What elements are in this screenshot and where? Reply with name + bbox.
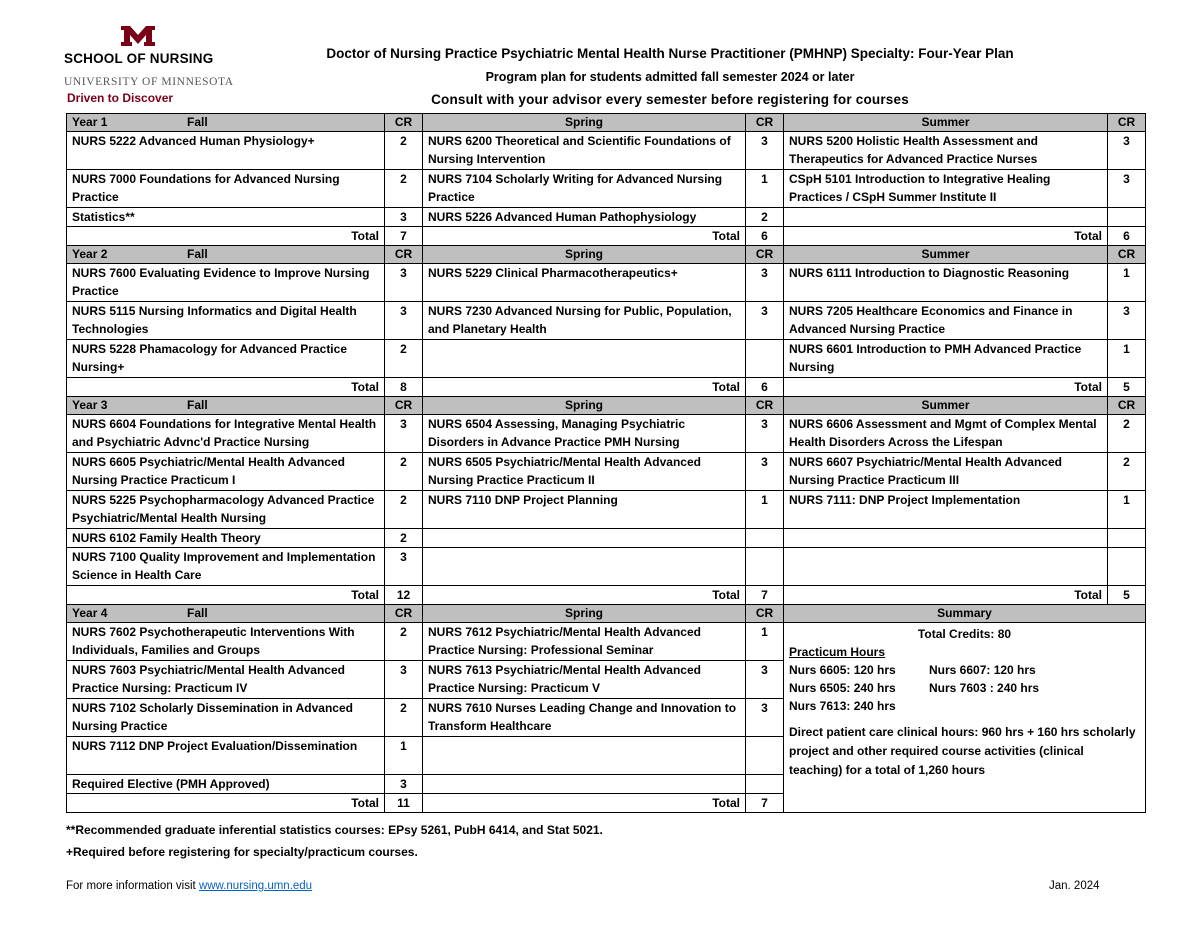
course-name: NURS 7230 Advanced Nursing for Public, Population, and Planetary Health	[423, 302, 746, 340]
credit-value	[746, 340, 784, 378]
cr-header: CR	[385, 246, 423, 264]
university-logo	[64, 26, 234, 108]
total-label: Total	[784, 227, 1108, 246]
table-row	[67, 491, 1146, 529]
course-name	[784, 208, 1108, 227]
course-name: NURS 7104 Scholarly Writing for Advanced Nursing Practice	[423, 170, 746, 208]
credit-value	[746, 548, 784, 586]
credit-value: 3	[385, 548, 423, 586]
total-credits-value: 6	[1108, 227, 1146, 246]
year-label: Year 1	[72, 115, 108, 129]
total-credits-value: 6	[746, 227, 784, 246]
total-label: Total	[423, 227, 746, 246]
cr-header: CR	[1108, 246, 1146, 264]
course-name: NURS 7610 Nurses Leading Change and Innovation to Transform Healthcare	[423, 699, 746, 737]
course-name: Statistics**	[67, 208, 385, 227]
m-logo-icon	[119, 26, 157, 46]
credit-value: 3	[385, 415, 423, 453]
course-name	[784, 548, 1108, 586]
table-row	[67, 548, 1146, 586]
credit-value: 1	[746, 491, 784, 529]
total-credits-value: 7	[746, 794, 784, 813]
course-name: NURS 6102 Family Health Theory	[67, 529, 385, 548]
course-name: NURS 7205 Healthcare Economics and Finance in Advanced Nursing Practice	[784, 302, 1108, 340]
credit-value: 3	[746, 699, 784, 737]
table-row	[67, 340, 1146, 378]
total-label: Total	[423, 586, 746, 605]
course-name: NURS 5229 Clinical Pharmacotherapeutics+	[423, 264, 746, 302]
credit-value: 3	[385, 208, 423, 227]
cr-header: CR	[385, 114, 423, 132]
credit-value: 3	[385, 264, 423, 302]
table-row	[67, 415, 1146, 453]
course-name: NURS 6505 Psychiatric/Mental Health Advanced Nursing Practice Practicum II	[423, 453, 746, 491]
course-name: NURS 6200 Theoretical and Scientific Foundations of Nursing Intervention	[423, 132, 746, 170]
total-label: Total	[67, 586, 385, 605]
total-credits-value: 11	[385, 794, 423, 813]
credit-value: 1	[385, 737, 423, 775]
credit-value: 2	[385, 529, 423, 548]
course-name: NURS 7612 Psychiatric/Mental Health Advanced Practice Nursing: Professional Seminar	[423, 623, 746, 661]
direct-care-hours: Direct patient care clinical hours: 960 hrs + 160 hrs scholarly project and other required course activities (clinical teaching) for a total of 1,260 hours	[789, 725, 1136, 777]
logo-school-text: SCHOOL OF NURSING	[64, 51, 214, 66]
credit-value: 3	[746, 415, 784, 453]
credit-value: 3	[1108, 302, 1146, 340]
course-name: NURS 6605 Psychiatric/Mental Health Advanced Nursing Practice Practicum I	[67, 453, 385, 491]
course-name: NURS 6504 Assessing, Managing Psychiatric Disorders in Advance Practice PMH Nursing	[423, 415, 746, 453]
total-label: Total	[784, 586, 1108, 605]
year-2-fall-header	[67, 246, 385, 264]
course-name: NURS 6606 Assessment and Mgmt of Complex Mental Health Disorders Across the Lifespan	[784, 415, 1108, 453]
course-name	[423, 340, 746, 378]
page-title: Doctor of Nursing Practice Psychiatric Mental Health Nurse Practitioner (PMHNP) Specialty: Four-Year Plan	[326, 46, 1014, 61]
cr-header: CR	[746, 397, 784, 415]
total-credits-value: 7	[385, 227, 423, 246]
year-3-fall-header	[67, 397, 385, 415]
practicum-hours-item: Nurs 7603 : 240 hrs	[929, 681, 1040, 695]
term-label-fall: Fall	[187, 115, 208, 129]
total-label: Total	[67, 227, 385, 246]
totals-row	[67, 586, 1146, 605]
year-1-fall-header	[67, 114, 385, 132]
term-label-summer: Summer	[784, 246, 1108, 264]
credit-value: 2	[385, 340, 423, 378]
table-row	[67, 208, 1146, 227]
term-label-spring: Spring	[423, 114, 746, 132]
cr-header: CR	[1108, 114, 1146, 132]
cr-header: CR	[385, 397, 423, 415]
credit-value: 1	[1108, 264, 1146, 302]
term-label-summer: Summer	[784, 114, 1108, 132]
credit-value	[746, 775, 784, 794]
totals-row	[67, 378, 1146, 397]
course-name	[423, 548, 746, 586]
table-row	[67, 453, 1146, 491]
course-name	[784, 529, 1108, 548]
total-label: Total	[67, 794, 385, 813]
year-label: Year 3	[72, 398, 108, 412]
plan-table	[66, 113, 1146, 813]
total-label: Total	[67, 378, 385, 397]
course-name: NURS 5222 Advanced Human Physiology+	[67, 132, 385, 170]
course-name: NURS 7600 Evaluating Evidence to Improve Nursing Practice	[67, 264, 385, 302]
term-label-spring: Spring	[423, 246, 746, 264]
course-name: NURS 7000 Foundations for Advanced Nursing Practice	[67, 170, 385, 208]
total-credits: Total Credits: 80	[917, 627, 1012, 641]
course-name: NURS 7112 DNP Project Evaluation/Dissemination	[67, 737, 385, 775]
course-name: NURS 5115 Nursing Informatics and Digital Health Technologies	[67, 302, 385, 340]
footer-info	[66, 880, 312, 892]
credit-value	[746, 737, 784, 775]
totals-row	[67, 227, 1146, 246]
course-name: NURS 7111: DNP Project Implementation	[784, 491, 1108, 529]
credit-value: 2	[385, 453, 423, 491]
table-row	[67, 264, 1146, 302]
course-name: NURS 6601 Introduction to PMH Advanced Practice Nursing	[784, 340, 1108, 378]
year-label: Year 4	[72, 606, 108, 620]
table-row	[67, 170, 1146, 208]
cr-header: CR	[746, 246, 784, 264]
total-credits-value: 8	[385, 378, 423, 397]
term-label-spring: Spring	[423, 397, 746, 415]
course-name	[423, 529, 746, 548]
term-label-spring: Spring	[423, 605, 746, 623]
course-name: NURS 5225 Psychopharmacology Advanced Practice Psychiatric/Mental Health Nursing	[67, 491, 385, 529]
term-label-fall: Fall	[187, 398, 208, 412]
year-label: Year 2	[72, 247, 108, 261]
table-row	[67, 623, 1146, 661]
course-name: NURS 7110 DNP Project Planning	[423, 491, 746, 529]
total-label: Total	[423, 378, 746, 397]
credit-value: 1	[746, 623, 784, 661]
total-credits-value: 12	[385, 586, 423, 605]
course-name: NURS 6111 Introduction to Diagnostic Reasoning	[784, 264, 1108, 302]
credit-value: 3	[1108, 170, 1146, 208]
total-credits-value: 7	[746, 586, 784, 605]
term-label-fall: Fall	[187, 606, 208, 620]
credit-value: 1	[1108, 340, 1146, 378]
credit-value: 2	[385, 699, 423, 737]
credit-value: 2	[746, 208, 784, 227]
cr-header: CR	[1108, 397, 1146, 415]
credit-value: 2	[385, 491, 423, 529]
total-label: Total	[423, 794, 746, 813]
course-name	[423, 775, 746, 794]
course-name: CSpH 5101 Introduction to Integrative Healing Practices / CSpH Summer Institute II	[784, 170, 1108, 208]
practicum-hours-item: Nurs 6505: 240 hrs	[789, 681, 896, 695]
course-name: NURS 7613 Psychiatric/Mental Health Advanced Practice Nursing: Practicum V	[423, 661, 746, 699]
credit-value: 3	[1108, 132, 1146, 170]
table-row	[67, 529, 1146, 548]
term-label-fall: Fall	[187, 247, 208, 261]
credit-value	[1108, 548, 1146, 586]
credit-value: 3	[746, 302, 784, 340]
course-name: NURS 6607 Psychiatric/Mental Health Advanced Nursing Practice Practicum III	[784, 453, 1108, 491]
credit-value: 2	[385, 170, 423, 208]
credit-value	[1108, 208, 1146, 227]
course-name: NURS 7102 Scholarly Dissemination in Advanced Nursing Practice	[67, 699, 385, 737]
credit-value: 3	[746, 661, 784, 699]
total-credits-value: 6	[746, 378, 784, 397]
credit-value: 2	[1108, 415, 1146, 453]
credit-value: 2	[385, 623, 423, 661]
total-label: Total	[784, 378, 1108, 397]
total-credits-value: 5	[1108, 586, 1146, 605]
website-link[interactable]: www.nursing.umn.edu	[198, 880, 313, 892]
course-name: NURS 5228 Phamacology for Advanced Practice Nursing+	[67, 340, 385, 378]
credit-value: 1	[1108, 491, 1146, 529]
credit-value	[746, 529, 784, 548]
cr-header: CR	[746, 114, 784, 132]
footer-date: Jan. 2024	[1049, 880, 1100, 892]
credit-value: 3	[385, 661, 423, 699]
course-name: NURS 5226 Advanced Human Pathophysiology	[423, 208, 746, 227]
summary-panel	[784, 623, 1146, 813]
total-credits-value: 5	[1108, 378, 1146, 397]
course-name: NURS 7603 Psychiatric/Mental Health Advanced Practice Nursing: Practicum IV	[67, 661, 385, 699]
practicum-hours-item: Nurs 6605: 120 hrs	[789, 663, 896, 677]
page-subtitle: Program plan for students admitted fall semester 2024 or later	[485, 70, 855, 84]
credit-value: 2	[1108, 453, 1146, 491]
cr-header: CR	[746, 605, 784, 623]
logo-university-text: UNIVERSITY OF MINNESOTA	[64, 76, 234, 88]
course-name: NURS 6604 Foundations for Integrative Mental Health and Psychiatric Advnc'd Practice Nursing	[67, 415, 385, 453]
course-name: NURS 7100 Quality Improvement and Implementation Science in Health Care	[67, 548, 385, 586]
course-name: NURS 7602 Psychotherapeutic Interventions With Individuals, Families and Groups	[67, 623, 385, 661]
credit-value: 3	[746, 453, 784, 491]
table-row	[67, 132, 1146, 170]
course-name: NURS 5200 Holistic Health Assessment and Therapeutics for Advanced Practice Nurses	[784, 132, 1108, 170]
course-name: Required Elective (PMH Approved)	[67, 775, 385, 794]
prerequisite-note: +Required before registering for specialty/practicum courses.	[66, 845, 418, 859]
credit-value: 1	[746, 170, 784, 208]
statistics-note: **Recommended graduate inferential statistics courses: EPsy 5261, PubH 6414, and Stat 5021.	[66, 823, 603, 837]
credit-value: 3	[746, 264, 784, 302]
advisor-note: Consult with your advisor every semester before registering for courses	[431, 92, 909, 107]
year-4-fall-header	[67, 605, 385, 623]
cr-header: CR	[385, 605, 423, 623]
footer-info-text: For more information visit	[66, 880, 199, 892]
practicum-hours-heading: Practicum Hours	[789, 645, 886, 659]
course-name	[423, 737, 746, 775]
credit-value: 3	[385, 775, 423, 794]
credit-value: 3	[385, 302, 423, 340]
credit-value: 2	[385, 132, 423, 170]
credit-value	[1108, 529, 1146, 548]
summary-header: Summary	[784, 605, 1146, 623]
table-row	[67, 302, 1146, 340]
logo-tagline: Driven to Discover	[67, 91, 174, 105]
credit-value: 3	[746, 132, 784, 170]
practicum-hours-item: Nurs 7613: 240 hrs	[789, 699, 896, 713]
practicum-hours-item: Nurs 6607: 120 hrs	[929, 663, 1036, 677]
term-label-summer: Summer	[784, 397, 1108, 415]
